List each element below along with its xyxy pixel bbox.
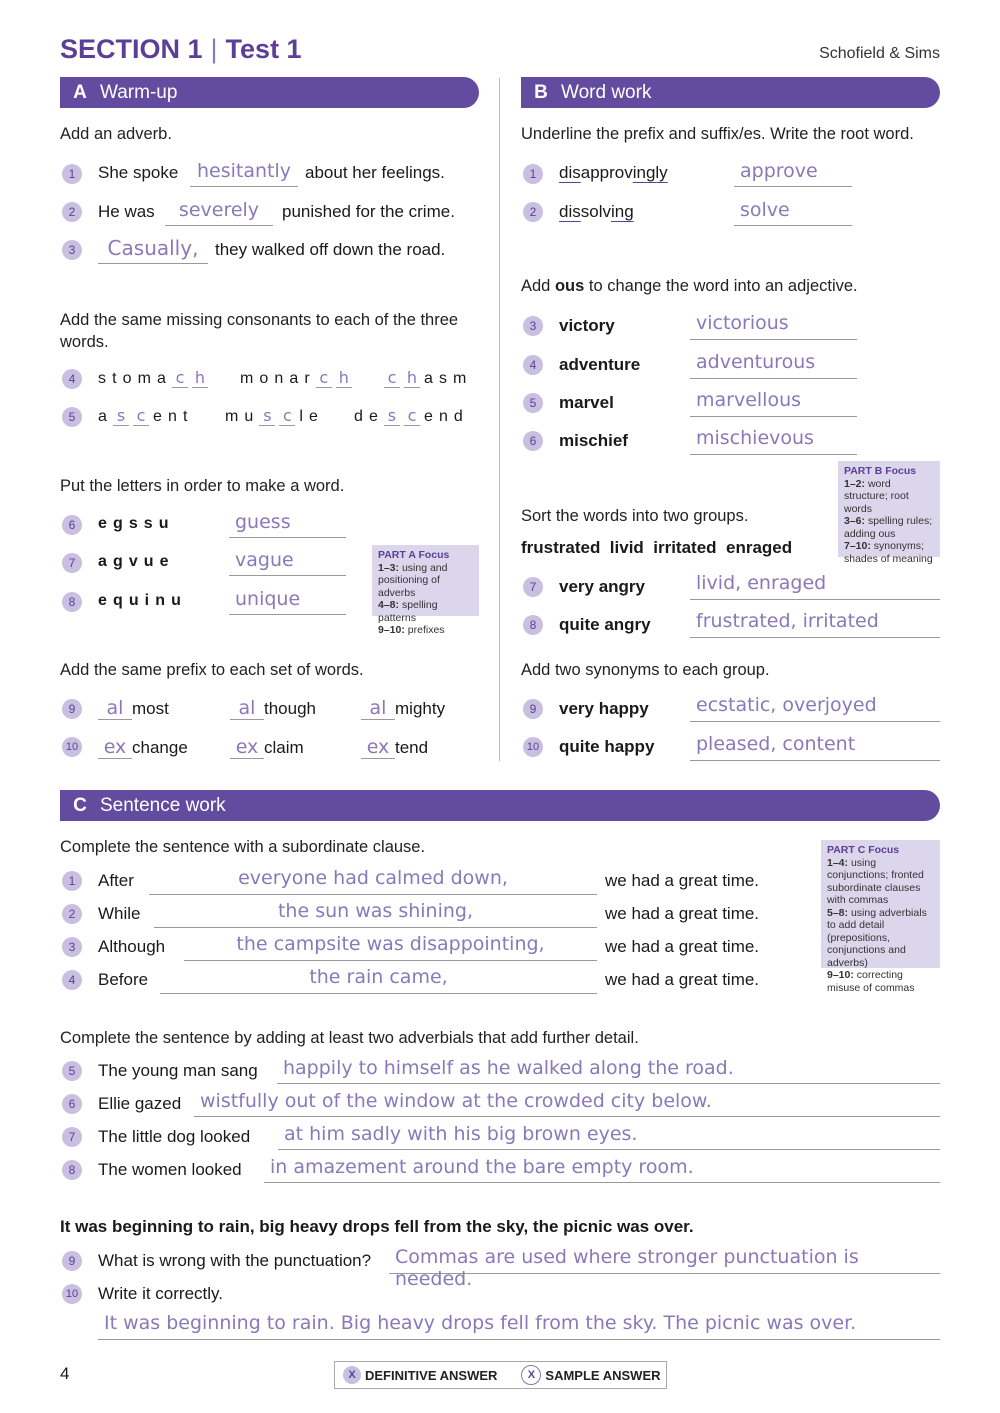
page-title [60,34,302,65]
sentence-end: they walked off down the road. [215,240,446,259]
prefix-field[interactable]: ex [361,736,395,759]
answer-field[interactable]: everyone had calmed down, [149,867,597,895]
ous-instruction: Add ous to change the word into an adjective. [521,277,858,295]
question-number: 4 [62,970,82,990]
sentence-start: Before [98,970,149,989]
focus-line: 5–8: using adverbials to add detail (prepositions, conjunctions and adverbs) [827,906,927,969]
group-label: very angry [559,577,645,596]
focus-line: 9–10: prefixes [378,624,445,636]
underlined-suffix: ly [655,163,668,182]
question-number: 6 [62,515,82,535]
section-a-letter: A [73,81,87,103]
section-c-banner [60,790,940,821]
question-number: 1 [62,871,82,891]
question-number: 4 [62,369,82,389]
question-number: 10 [62,1284,82,1304]
answer-field[interactable]: guess [229,511,346,538]
question-number: 7 [62,1127,82,1147]
blank-field[interactable]: c [384,369,400,388]
blank-field[interactable]: s [113,407,129,426]
sample-answer-icon: X [521,1365,541,1385]
underlined-suffix: ing [610,202,634,221]
question-number: 5 [62,407,82,427]
definitive-answer-label: DEFINITIVE ANSWER [365,1367,498,1383]
word-chasm: c h asm [384,369,472,388]
blank-field[interactable]: c [279,407,295,426]
base-word: marvel [559,393,614,412]
sentence-end: about her feelings. [305,163,445,182]
question-number: 2 [523,202,543,222]
answer-field[interactable]: ecstatic, overjoyed [690,694,940,722]
prefix-field[interactable]: al [361,697,395,720]
section-b-banner [521,77,940,108]
question-number: 7 [523,577,543,597]
sentence-start: The women looked [98,1160,242,1179]
word-stomach: stoma c h [98,369,212,388]
group-label: very happy [559,699,649,718]
word-descend: de s c end [354,406,469,425]
question-number: 2 [62,904,82,924]
focus-line: 4–8: spelling patterns [378,599,438,624]
part-b-focus-box [838,461,940,565]
sentence-start: While [98,904,141,923]
sentence-start: The young man sang [98,1061,258,1080]
question-number: 6 [62,1094,82,1114]
question-number: 9 [523,699,543,719]
answer-field[interactable]: at him sadly with his big brown eyes. [278,1123,940,1150]
question-number: 8 [62,1160,82,1180]
blank-field[interactable]: s [259,407,275,426]
focus-line: 7–10: synonyms; shades of meaning [844,540,933,565]
base-word: adventure [559,355,641,374]
blank-field[interactable]: h [192,369,208,388]
answer-field[interactable]: in amazement around the bare empty room. [264,1156,940,1183]
word-monarch: monar c h [240,369,356,388]
answer-field[interactable]: mischievous [690,427,857,455]
question-text: Write it correctly. [98,1284,223,1303]
part-c-focus-box [821,840,940,994]
word-ascent: a s c ent [98,406,194,425]
blank-field[interactable]: c [316,369,332,388]
prefix-word: ex tend [361,736,428,759]
prefix-field[interactable]: ex [98,736,132,759]
blank-field[interactable]: h [404,369,420,388]
underlined-prefix: dis [559,202,581,221]
sentence-start: Although [98,937,166,956]
focus-line: 9–10: correcting misuse of commas [827,969,915,994]
question-number: 9 [62,699,82,719]
adverbial-instruction: Complete the sentence by adding at least two adverbials that add further detail. [60,1029,639,1047]
page-number: 4 [60,1364,70,1383]
sentence-end: we had a great time. [605,871,760,890]
question-number: 4 [523,355,543,375]
section-c-title: Sentence work [100,794,226,816]
answer-field[interactable]: vague [229,549,346,576]
answer-field[interactable]: wistfully out of the window at the crowded city below. [194,1090,940,1117]
adverb-instruction: Add an adverb. [60,125,172,143]
title-separator: | [210,34,218,64]
question-number: 7 [62,553,82,573]
answer-field[interactable]: severely [165,199,273,226]
question-text: What is wrong with the punctuation? [98,1251,372,1270]
question-number: 1 [62,164,82,184]
sample-answer-label: SAMPLE ANSWER [545,1367,661,1383]
answer-field[interactable]: the rain came, [160,966,597,994]
answer-field[interactable]: unique [229,588,346,615]
prefix-word: al though [230,697,316,720]
question-number: 10 [523,737,543,757]
sentence-end: we had a great time. [605,937,760,956]
blank-field[interactable]: c [172,369,188,388]
word-with-underlines: dissolving [559,202,634,221]
sentence-start: She spoke [98,163,179,182]
answer-field[interactable]: livid, enraged [690,572,940,600]
sentence-end: we had a great time. [605,970,760,989]
underlined-suffix: ing [632,163,656,182]
section-label: SECTION 1 [60,34,203,64]
synonym-instruction: Add two synonyms to each group. [521,661,770,679]
section-a-title: Warm-up [100,81,178,103]
prefix-word: al most [98,697,169,720]
focus-heading: PART B Focus [844,465,917,477]
question-number: 5 [523,393,543,413]
prefix-field[interactable]: ex [230,736,264,759]
section-b-title: Word work [561,81,652,103]
blank-field[interactable]: c [133,407,149,426]
prefix-field[interactable]: al [98,697,132,720]
answer-field[interactable]: approve [734,160,852,187]
section-b-letter: B [534,81,548,103]
answer-field[interactable]: the campsite was disappointing, [184,933,597,961]
base-word: mischief [559,431,628,450]
answer-field[interactable]: It was beginning to rain. Big heavy drops fell from the sky. The picnic was over. [98,1312,940,1340]
sentence-start: He was [98,202,155,221]
answer-field[interactable]: Casually, [98,236,208,264]
punctuation-statement: It was beginning to rain, big heavy drops fell from the sky, the picnic was over. [60,1217,694,1236]
answer-field[interactable]: solve [734,199,852,226]
prefix-word: al mighty [361,697,445,720]
sentence-end: we had a great time. [605,904,760,923]
question-number: 3 [62,240,82,260]
underlined-prefix: dis [559,163,581,182]
question-number: 3 [62,937,82,957]
answer-field[interactable]: marvellous [690,389,857,417]
focus-line: 3–6: spelling rules; adding ous [844,515,933,540]
blank-field[interactable]: c [404,407,420,426]
question-number: 9 [62,1251,82,1271]
answer-legend [334,1361,667,1389]
question-number: 2 [62,202,82,222]
blank-field[interactable]: h [336,369,352,388]
publisher: Schofield & Sims [819,45,940,62]
prefix-instruction: Add the same prefix to each set of words. [60,661,364,679]
answer-field[interactable]: pleased, content [690,733,940,761]
blank-field[interactable]: s [384,407,400,426]
question-number: 8 [523,615,543,635]
question-number: 6 [523,431,543,451]
question-number: 8 [62,592,82,612]
focus-line: 1–4: using conjunctions; fronted subordinate clauses with commas [827,856,924,906]
question-number: 10 [62,737,82,757]
group-label: quite happy [559,737,655,756]
part-a-focus-box [372,545,479,636]
word-muscle: mu s c le [225,406,325,425]
question-number: 5 [62,1061,82,1081]
root-instruction: Underline the prefix and suffix/es. Write the root word. [521,125,914,143]
sentence-end: punished for the crime. [282,202,455,221]
answer-field[interactable]: the sun was shining, [154,900,597,928]
answer-field[interactable]: Commas are used where stronger punctuation is needed. [389,1246,940,1274]
word-with-underlines: disapprovingly [559,163,668,182]
prefix-field[interactable]: al [230,697,264,720]
section-c-letter: C [73,794,87,816]
focus-heading: PART A Focus [378,549,450,561]
anagram-instruction: Put the letters in order to make a word. [60,477,345,495]
focus-line: 1–3: using and positioning of adverbs [378,561,448,599]
sort-instruction: Sort the words into two groups. [521,507,749,525]
scrambled-letters: equinu [98,592,187,609]
question-number: 1 [523,164,543,184]
scrambled-letters: egssu [98,515,175,532]
prefix-word: ex claim [230,736,304,759]
test-label: Test 1 [225,34,302,64]
focus-line: 1–2: word structure; root words [844,477,909,515]
scrambled-letters: agvue [98,553,175,570]
prefix-word: ex change [98,736,188,759]
question-number: 3 [523,316,543,336]
group-label: quite angry [559,615,651,634]
clause-instruction: Complete the sentence with a subordinate clause. [60,838,426,856]
answer-field[interactable]: hesitantly [190,160,298,187]
answer-field[interactable]: frustrated, irritated [690,610,940,638]
sentence-start: Ellie gazed [98,1094,182,1113]
word-bank: frustrated livid irritated enraged [521,538,793,557]
answer-field[interactable]: happily to himself as he walked along the road. [277,1057,940,1084]
consonant-instruction: Add the same missing consonants to each of the three words. [60,311,459,351]
sentence-start: The little dog looked [98,1127,251,1146]
column-divider [499,78,500,761]
definitive-answer-icon: X [343,1366,361,1384]
base-word: victory [559,316,615,335]
section-a-banner [60,77,479,108]
focus-heading: PART C Focus [827,844,900,856]
sentence-start: After [98,871,134,890]
answer-field[interactable]: adventurous [690,351,857,379]
answer-field[interactable]: victorious [690,312,857,340]
